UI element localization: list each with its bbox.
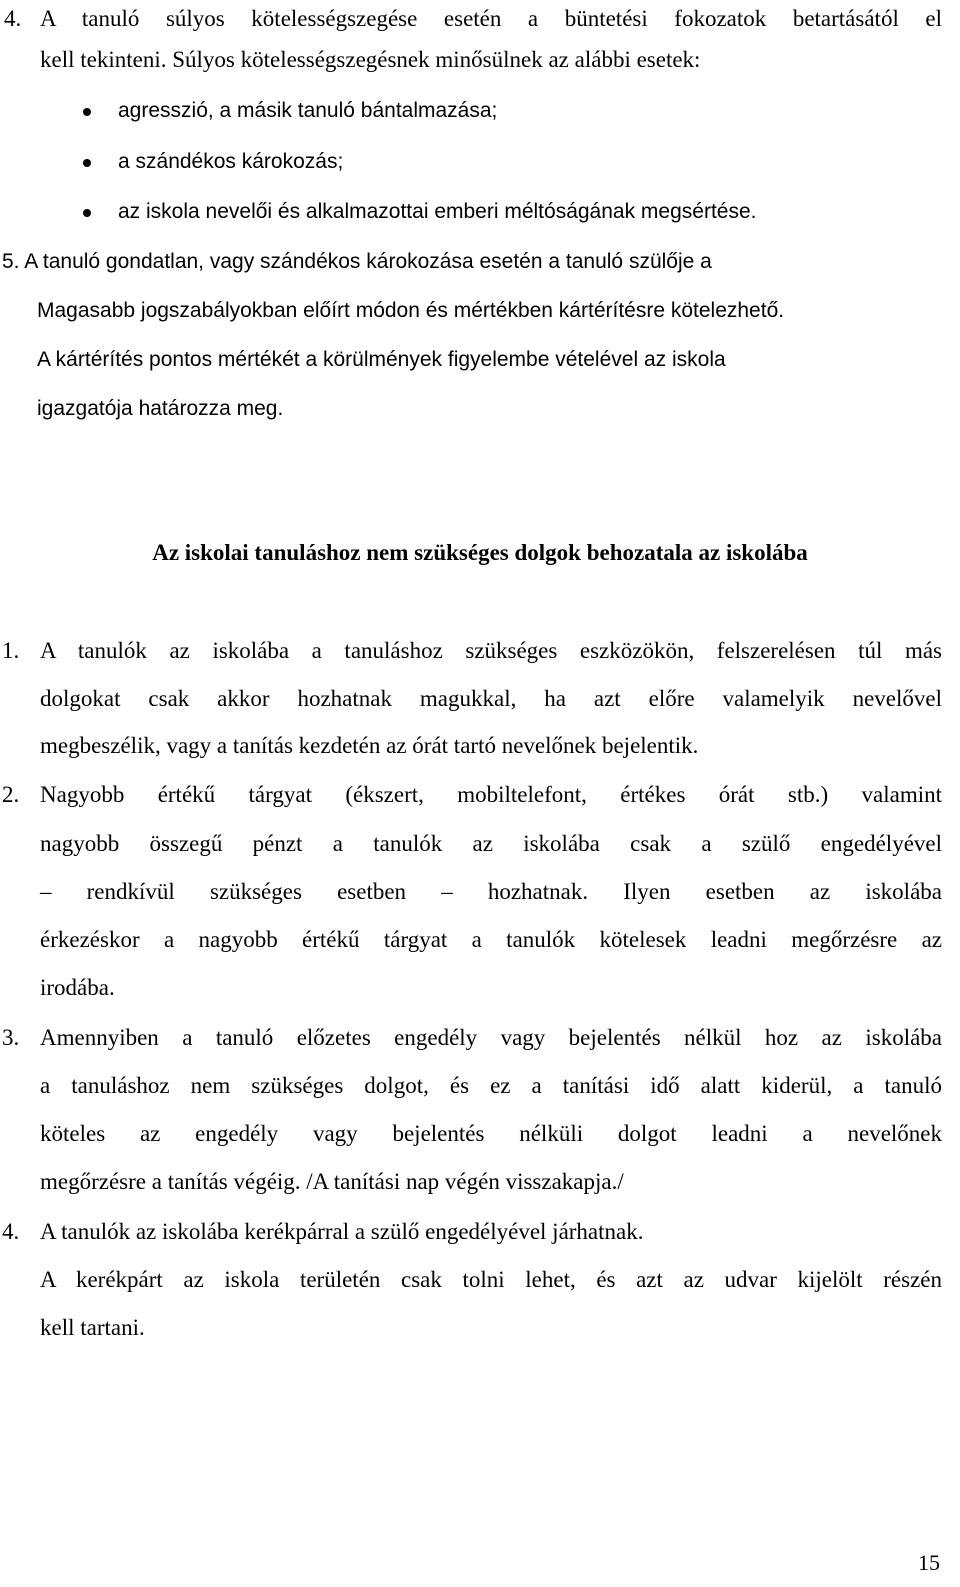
bullet-icon [83,209,91,217]
paragraph-line: a tanuláshoz nem szükséges dolgot, és ez a tanítási idő alatt kiderül, a tanuló [40,1073,942,1098]
bullet-icon [83,108,91,116]
paragraph-line: A kerékpárt az iskola területén csak tolni lehet, és azt az udvar kijelölt részén [40,1267,942,1292]
paragraph-line: köteles az engedély vagy bejelentés nélküli dolgot leadni a nevelőnek [40,1121,942,1146]
page-number: 15 [918,1550,940,1575]
paragraph-line: irodába. [40,975,115,1000]
paragraph-line: megőrzésre a tanítás végéig. /A tanítási nap végén visszakapja./ [40,1169,624,1194]
paragraph-line: 5. A tanuló gondatlan, vagy szándékos károkozása esetén a tanuló szülője a [2,250,712,273]
paragraph-line: igazgatója határozza meg. [37,397,284,420]
bullet-item: a szándékos károkozás; [118,150,344,173]
paragraph-line: dolgokat csak akkor hozhatnak magukkal, ha azt előre valamelyik nevelővel [40,686,942,711]
item-number: 4. [4,6,22,31]
paragraph-line: nagyobb összegű pénzt a tanulók az iskolába csak a szülő engedélyével [40,831,942,856]
paragraph-line: megbeszélik, vagy a tanítás kezdetén az órát tartó nevelőnek bejelentik. [40,733,699,758]
paragraph-line: A tanulók az iskolába a tanuláshoz szükséges eszközökön, felszerelésen túl más [40,638,942,663]
bullet-item: agresszió, a másik tanuló bántalmazása; [118,99,498,122]
paragraph-line: érkezéskor a nagyobb értékű tárgyat a tanulók kötelesek leadni megőrzésre az [40,927,942,952]
paragraph-line: Magasabb jogszabályokban előírt módon és mértékben kártérítésre kötelezhető. [37,299,785,322]
paragraph-line: Amennyiben a tanuló előzetes engedély vagy bejelentés nélkül hoz az iskolába [40,1025,942,1050]
paragraph-line: A kártérítés pontos mértékét a körülmények figyelembe vételével az iskola [37,348,726,371]
paragraph-line: kell tekinteni. Súlyos kötelességszegésnek minősülnek az alábbi esetek: [40,47,701,72]
paragraph-line: Nagyobb értékű tárgyat (ékszert, mobiltelefont, értékes órát stb.) valamint [40,782,942,807]
paragraph-line: kell tartani. [40,1315,145,1340]
item-number: 4. [2,1219,20,1244]
item-number: 1. [2,638,20,663]
item-number: 2. [2,782,20,807]
paragraph-line: A tanulók az iskolába kerékpárral a szülő engedélyével járhatnak. [40,1219,644,1244]
paragraph-line: – rendkívül szükséges esetben – hozhatnak. Ilyen esetben az iskolába [40,879,942,904]
bullet-item: az iskola nevelői és alkalmazottai emberi méltóságának megsértése. [118,200,757,223]
bullet-icon [83,159,91,167]
section-heading: Az iskolai tanuláshoz nem szükséges dolgok behozatala az iskolába [152,540,808,565]
paragraph-line: A tanuló súlyos kötelességszegése esetén a büntetési fokozatok betartásától el [40,6,942,31]
item-number: 3. [2,1025,20,1050]
